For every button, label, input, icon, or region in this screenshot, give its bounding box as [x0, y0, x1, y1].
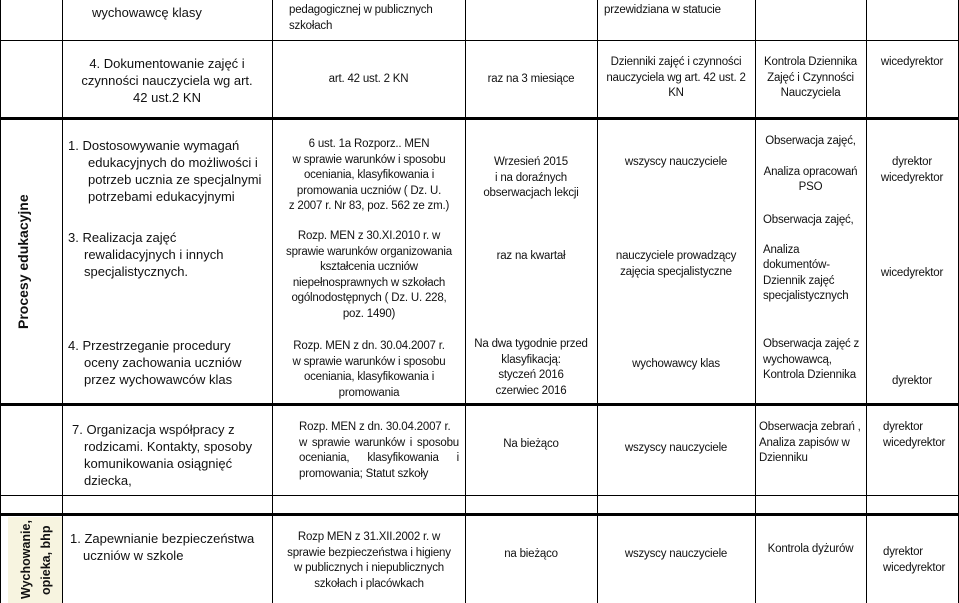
edu-row4-task: 7. Organizacja współpracy z rodzicami. Kontakty, sposoby komunikowania osiągnięć dziecka, — [72, 422, 253, 488]
edu-row3-who: wychowawcy klas — [632, 358, 720, 370]
hline-top-row0-bottom — [0, 40, 959, 41]
section-edu-label: Procesy edukacyjne — [15, 194, 31, 329]
edu-row1-basis: 6 ust. 1a Rozporz.. MEN w sprawie warunków i sposobu oceniania, klasyfikowania i promowania uczniów ( Dz. U. z 2007 r. Nr 83, poz. 562 ze zm.) — [288, 138, 450, 212]
row1-who: Dzienniki zajęć i czynności nauczyciela wg art. 42 ust. 2 KN — [606, 56, 746, 99]
hline-section2-top — [0, 513, 959, 516]
edu-row2-who: nauczyciele prowadzący zajęcia specjalistyczne — [615, 250, 737, 278]
edu-row3-basis: Rozp. MEN z dn. 30.04.2007 r. w sprawie warunków i sposobu oceniania, klasyfikowania i promowania — [292, 340, 446, 399]
edu-row2-resp: wicedyrektor — [880, 267, 944, 279]
edu-row4-basis: Rozp. MEN z dn. 30.04.2007 r. w sprawie warunków i sposobu oceniania, klasyfikowania i promowania; Statut szkoły — [299, 421, 459, 480]
hline-sep-a — [0, 495, 959, 496]
row0-who: przewidziana w statucie — [604, 4, 721, 16]
edu-row3-form: Obserwacja zajęć z wychowawcą, Kontrola Dziennika — [763, 338, 860, 381]
edu-row1-task: 1. Dostosowywanie wymagań edukacyjnych do możliwości i potrzeb ucznia ze specjalnymi potrzebami edukacyjnymi — [68, 138, 262, 204]
edu-row3-task: 4. Przestrzeganie procedury oceny zachowania uczniów przez wychowawców klas — [68, 338, 242, 387]
wych-row1-resp: dyrektor wicedyrektor — [883, 546, 946, 574]
row0-basis: pedagogicznej w publicznych szkołach — [289, 4, 433, 32]
wych-row1-task: 1. Zapewnianie bezpieczeństwa uczniów w szkole — [70, 531, 255, 563]
edu-row2-task: 3. Realizacja zajęć rewalidacyjnych i innych specjalistycznych. — [68, 230, 224, 279]
edu-row4-who: wszyscy nauczyciele — [624, 442, 728, 454]
edu-row4-resp: dyrektor wicedyrektor — [883, 421, 946, 449]
hline-section1-top — [0, 117, 959, 120]
vline-c6 — [866, 0, 867, 603]
wych-row1-when: na bieżąco — [504, 548, 558, 560]
vline-c2 — [272, 0, 273, 603]
row0-task: wychowawcę klasy — [92, 5, 202, 20]
hline-section1-bottom — [0, 403, 959, 406]
wych-row1-form: Kontrola dyżurów — [767, 543, 854, 555]
vline-left — [0, 0, 1, 603]
wych-row1-basis: Rozp MEN z 31.XII.2002 r. w sprawie bezpieczeństwa i higieny w publicznych i niepublicznych szkołach i placówkach — [287, 531, 451, 590]
edu-row2-form: Obserwacja zajęć, Analiza dokumentów- Dziennik zajęć specjalistycznych — [763, 214, 854, 302]
edu-row4-form: Obserwacja zebrań , Analiza zapisów w Dzienniku — [759, 421, 861, 464]
row1-when: raz na 3 miesiące — [487, 73, 575, 85]
row1-resp: wicedyrektor — [880, 56, 944, 68]
vline-c3 — [465, 0, 466, 603]
wych-row1-who: wszyscy nauczyciele — [624, 548, 728, 560]
row1-basis: art. 42 ust. 2 KN — [328, 73, 409, 85]
section-wych-label: Wychowanie, opieka, bhp — [19, 520, 53, 600]
row1-task: 4. Dokumentowanie zajęć i czynności nauczyciela wg art. 42 ust.2 KN — [81, 56, 253, 105]
edu-row1-who: wszyscy nauczyciele — [624, 156, 728, 168]
edu-row3-when: Na dwa tygodnie przed klasyfikacją: styczeń 2016 czerwiec 2016 — [474, 338, 588, 397]
edu-row1-resp: dyrektor wicedyrektor — [880, 156, 944, 184]
edu-row2-when: raz na kwartał — [496, 250, 566, 262]
edu-row3-resp: dyrektor — [892, 375, 932, 387]
edu-row1-when: Wrzesień 2015 i na doraźnych obserwacjach lekcji — [483, 156, 579, 199]
edu-row1-form: Obserwacja zajęć, Analiza opracowań PSO — [763, 135, 858, 193]
edu-row4-when: Na bieżąco — [503, 438, 559, 450]
edu-row2-basis: Rozp. MEN z 30.XI.2010 r. w sprawie warunków organizowania kształcenia uczniów niepełnosprawnych w szkołach ogólnodostępnych ( Dz. U. 228, poz. 1490) — [286, 230, 452, 320]
row1-form: Kontrola Dziennika Zajęć i Czynności Nauczyciela — [764, 56, 857, 99]
